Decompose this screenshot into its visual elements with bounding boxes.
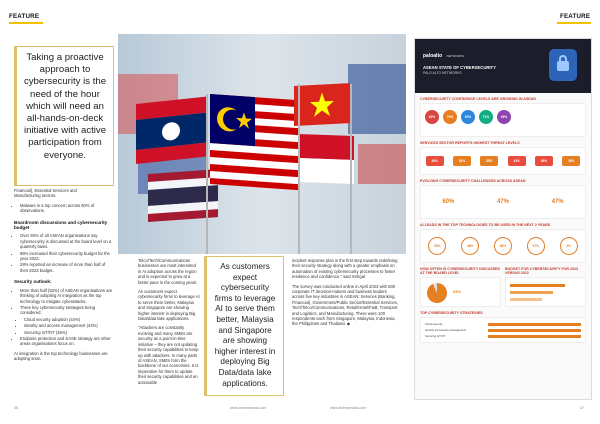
infographic-header xyxy=(415,39,591,93)
sec-threat xyxy=(420,147,586,175)
bullet-item: • More than half (53%) of ASEAN organisations are thinking of adopting AI integration as the top technology to mitigate cyberattacks. xyxy=(20,288,114,304)
threat-value: 49% xyxy=(426,156,444,166)
bullets-outlook xyxy=(14,288,114,347)
sec-ai xyxy=(420,229,586,263)
sec-strategies xyxy=(420,317,586,343)
ai-value: 37% xyxy=(527,237,545,255)
confidence-value: 49% xyxy=(497,110,511,124)
board-chart xyxy=(420,277,501,307)
confidence-value: 71% xyxy=(479,110,493,124)
heading-security-outlook: Security outlook: xyxy=(14,279,52,285)
bullet-item: • 96% increased their cybersecurity budget for the year 2023. xyxy=(20,251,114,262)
sec-confidence-title: CYBERSECURITY CONFIDENCE LEVELS ARE GROWING IN ASEAN xyxy=(420,97,536,101)
sec-threat-title: SERVICES SECTOR REPORTS HIGHEST THREAT LEVELS xyxy=(420,141,520,145)
ai-value: 38% xyxy=(494,237,512,255)
confidence-value: 62% xyxy=(425,110,439,124)
threat-value: 45% xyxy=(535,156,553,166)
bullet-item: • 28% reported an increase of more than half of their 2023 budget. xyxy=(20,262,114,273)
bullets-boardroom xyxy=(14,233,114,273)
col2-para-2: As customers expect cybersecurity firms to leverage AI to serve them better, Malaysia and Singapore are showing higher interest in deploying Big Data/data lake applications. xyxy=(138,289,200,322)
feature-label-right: FEATURE xyxy=(560,13,591,20)
challenge-value: 60% xyxy=(442,199,455,205)
asean-flags-image xyxy=(118,34,406,254)
bullet-subitem: • Cloud security adoption (44%) xyxy=(24,317,114,322)
strategy-row xyxy=(425,334,581,338)
strategy-label: Securing IoT/OT xyxy=(425,334,446,338)
infographic-subtitle: PALO ALTO NETWORKS xyxy=(423,71,462,75)
sec-budget xyxy=(505,267,586,307)
col1-closing: AI integration is the top technology businesses are adopting soon. xyxy=(14,350,108,362)
infographic xyxy=(414,38,592,400)
threat-value: 43% xyxy=(508,156,526,166)
bullet-subitem: • Securing IoT/OT (46%) xyxy=(24,330,114,335)
col3-para-1: incident response plan is the first step towards redefining their security strategy along with a greater emphasis on automation of existing cybersecurity processes to foster resilience and confidence," said Sehgal. xyxy=(292,258,398,280)
paloalto-logo xyxy=(423,44,464,62)
flags-photo xyxy=(118,34,406,254)
strategy-row xyxy=(425,328,581,332)
sec-challenges-title: EVOLVING CYBERSECURITY CHALLENGES ACROSS ASEAN xyxy=(420,179,526,183)
threat-value: 35% xyxy=(480,156,498,166)
threat-value: 34% xyxy=(453,156,471,166)
confidence-value: 79% xyxy=(443,110,457,124)
confidence-value: 94% xyxy=(461,110,475,124)
feature-underline-right xyxy=(557,22,591,24)
strategy-label: Cloud security xyxy=(425,322,443,326)
sec-strategies-title: TOP CYBERSECURITY STRATEGIES xyxy=(420,311,483,315)
pullquote-left xyxy=(14,46,114,186)
column-2 xyxy=(138,258,200,389)
pullquote-middle xyxy=(204,256,284,396)
budget-chart xyxy=(505,277,586,307)
footer-page-left: 46 xyxy=(14,406,18,410)
feature-underline-left xyxy=(9,22,43,24)
bullet-item: • Over 90% of all ASEAN organisations say cybersecurity is discussed at the board level on a quarterly basis. xyxy=(20,233,114,249)
sec-confidence xyxy=(420,103,586,137)
col2-para-1: Telco/Tech/Communications businesses are most interested in AI adoption across the region and is expected to grow at a faster pace in the coming years. xyxy=(138,258,198,285)
challenge-value: 47% xyxy=(496,199,509,205)
col1-intro-bullet: • Malware is a top concern across 60% of observations. xyxy=(20,203,114,214)
footer-page-right: 47 xyxy=(580,406,584,410)
footer-url-right: www.techwireasia.com xyxy=(330,406,367,410)
pullquote-middle-text: As customers expect cybersecurity firms to leverage AI to serve them better, Malaysia and Singapore are showing higher interest in deploying Big Data/data lake applications. xyxy=(214,262,276,388)
ai-value: 53% xyxy=(428,237,446,255)
brand-sub: NETWORKS xyxy=(446,54,464,58)
column-1 xyxy=(14,188,114,366)
col3-para-2: The survey was conducted online in April 2023 with 500 corporate IT decision-makers and business leaders across five key industries in ASEAN: Services (Banking, Financial), Government/Public Sector/Essential Services, Tech/Telco/Communications, Retail/Hotel/F&B, Transport and Logistics, and Manufacturing. There were 100 respondents each from Singapore, Malaysia, Indonesia, the Philippines and Thailand. ◆ xyxy=(292,283,398,327)
shield-lock-icon xyxy=(549,49,577,81)
infographic-title: ASEAN STATE OF CYBERSECURITY xyxy=(423,65,496,70)
sec-ai-title: AI LEADS IN THE TOP TECHNOLOGIES TO BE USED IN THE NEXT 2 YEARS xyxy=(420,223,551,227)
sec-board xyxy=(420,267,501,307)
col1-intro-line-2: Manufacturing sectors. xyxy=(14,193,57,199)
heading-boardroom: Boardroom discussions and cybersecurity budget xyxy=(14,219,108,231)
infographic-body xyxy=(415,93,591,347)
column-3 xyxy=(292,258,400,331)
bullet-item: • Endpoint protection and SASE strategy are other areas organisations focus on. xyxy=(20,336,114,347)
ai-value: 45% xyxy=(461,237,479,255)
bullet-subitem: • Identity and access management (44%) xyxy=(24,323,114,328)
brand-name: paloalto xyxy=(423,53,443,59)
sec-board-title: HOW OFTEN IS CYBERSECURITY DISCUSSED AT THE BOARD LEVEL xyxy=(420,267,501,275)
footer-url-left: www.techwireasia.com xyxy=(230,406,267,410)
sec-challenges xyxy=(420,185,586,219)
challenge-value: 47% xyxy=(551,199,564,205)
ai-value: 2% xyxy=(560,237,578,255)
threat-value: 35% xyxy=(562,156,580,166)
feature-label-left: FEATURE xyxy=(9,13,40,20)
bullet-item: • Three key cybersecurity strategies being considered: xyxy=(20,305,114,316)
sec-board-budget xyxy=(420,267,586,307)
strategy-row xyxy=(425,322,581,326)
sec-budget-title: BUDGET FOR CYBERSECURITY FOR 2023 VERSUS 2022 xyxy=(505,267,579,275)
pullquote-left-text: Taking a proactive approach to cybersecurity is the need of the hour which will need an all-hands-on-deck initiative with active participation from everyone. xyxy=(23,52,107,161)
col2-para-3: "Attackers are constantly evolving and many SMEs are security as a point-in-time initiative – they are not updating their security capabilities to keep up with attackers. In many parts of ASEAN, SMEs form the backbone of our economies. It is imperative for them to update their security capabilities and an actionable xyxy=(138,325,199,385)
board-value: 93% xyxy=(453,289,462,294)
board-donut xyxy=(427,283,447,303)
col1-intro-line-1: Financial), Essential Services and xyxy=(14,188,77,193)
strategy-label: Identity and access management xyxy=(425,328,467,332)
